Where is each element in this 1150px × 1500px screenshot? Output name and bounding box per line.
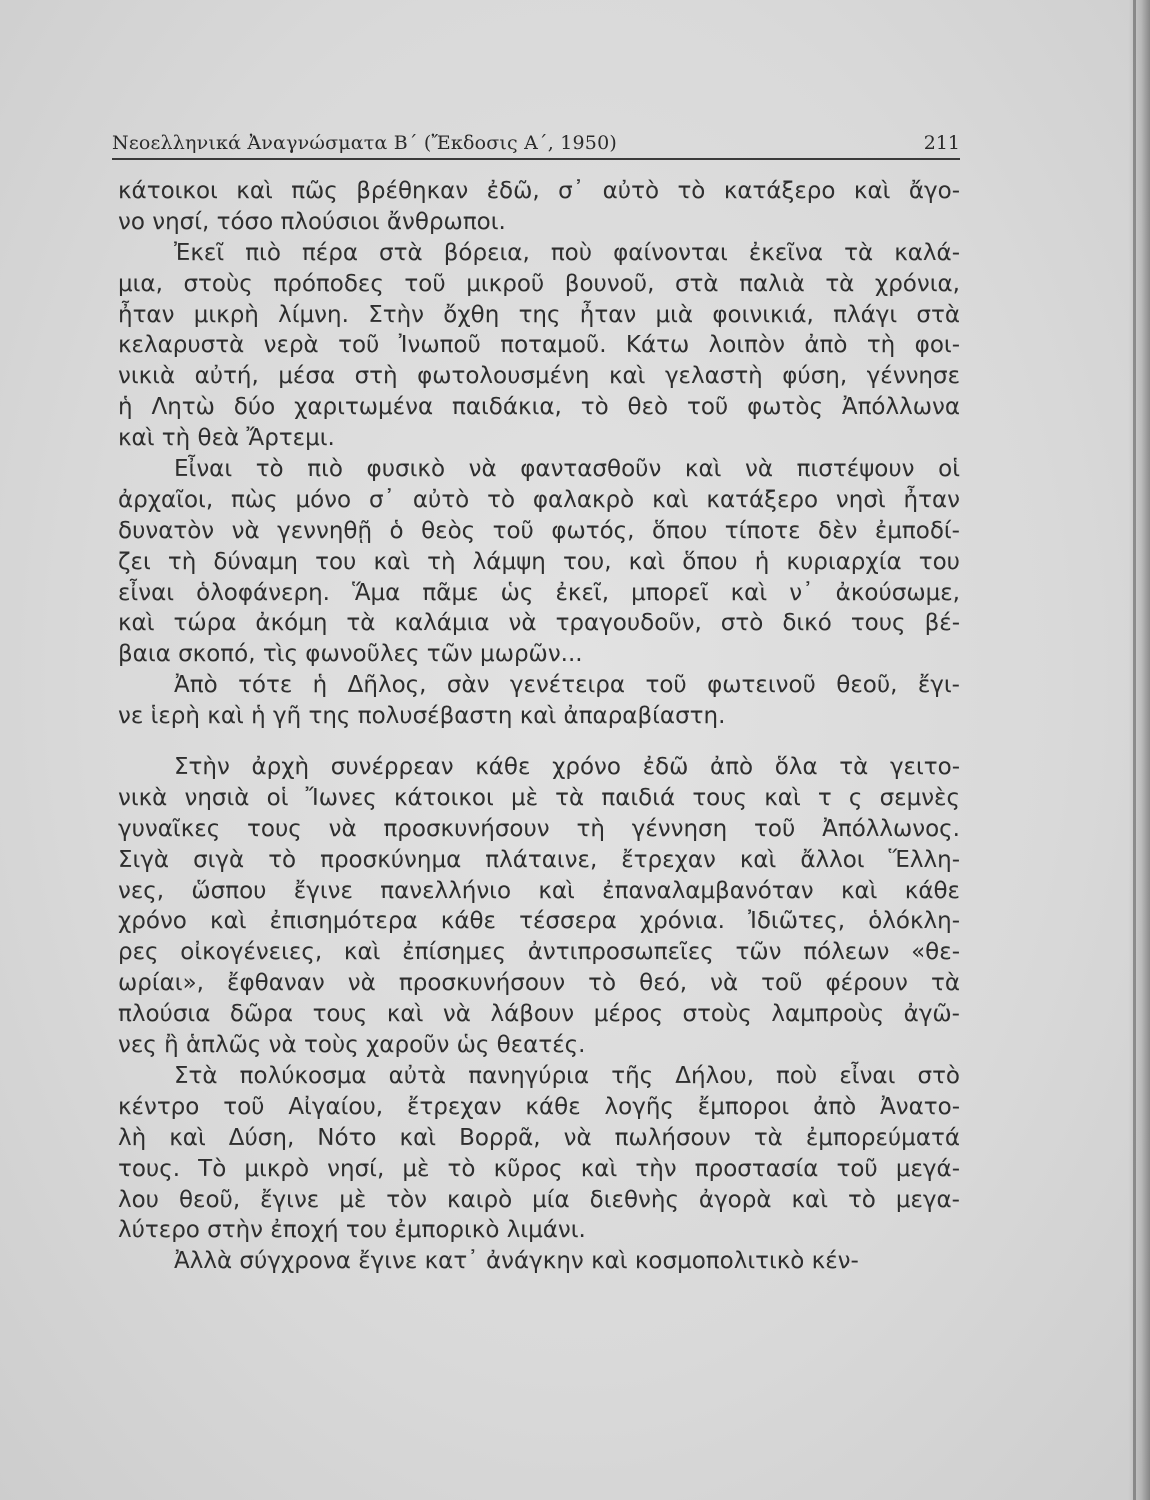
text-line: Ἀλλὰ σύγχρονα ἔγινε κατ᾿ ἀνάγκην καὶ κοσμοπολιτικὸ κέν-: [174, 1248, 859, 1275]
page-number: 211: [923, 132, 960, 154]
text-line: νες ἢ ἁπλῶς νὰ τοὺς χαροῦν ὡς θεατές.: [118, 1032, 586, 1059]
paragraph: [118, 1061, 960, 1246]
text-line: Σιγὰ σιγὰ τὸ προσκύνημα πλάταινε, ἔτρεχαν καὶ ἄλλοι Ἕλλη-: [118, 846, 960, 873]
text-line: γυναῖκες τους νὰ προσκυνήσουν τὴ γέννηση τοῦ Ἀπόλλωνος.: [118, 815, 960, 842]
text-line: Στὴν ἀρχὴ συνέρρεαν κάθε χρόνο ἐδῶ ἀπὸ ὅλα τὰ γειτο-: [174, 754, 960, 781]
text-line: Ἀπὸ τότε ἡ Δῆλος, σὰν γενέτειρα τοῦ φωτεινοῦ θεοῦ, ἔγι-: [174, 672, 960, 699]
text-line: νες, ὥσπου ἔγινε πανελλήνιο καὶ ἐπαναλαμβανόταν καὶ κάθε: [118, 877, 960, 904]
text-line: καὶ τώρα ἀκόμη τὰ καλάμια νὰ τραγουδοῦν, στὸ δικό τους βέ-: [118, 610, 960, 637]
text-line: εἶναι ὁλοφάνερη. Ἅμα πᾶμε ὡς ἐκεῖ, μπορεῖ καὶ ν᾿ ἀκούσωμε,: [118, 579, 960, 606]
running-header: [112, 128, 960, 162]
text-line: ἀρχαῖοι, πὼς μόνο σ᾿ αὐτὸ τὸ φαλακρὸ καὶ κατάξερο νησὶ ἦταν: [118, 486, 960, 513]
text-line: νε ἱερὴ καὶ ἡ γῆ της πολυσέβαστη καὶ ἀπαραβίαστη.: [118, 703, 726, 730]
text-line: λύτερο στὴν ἐποχή του ἐμπορικὸ λιμάνι.: [118, 1217, 586, 1244]
text-line: μια, στοὺς πρόποδες τοῦ μικροῦ βουνοῦ, στὰ παλιὰ τὰ χρόνια,: [118, 270, 960, 297]
text-line: λὴ καὶ Δύση, Νότο καὶ Βορρᾶ, νὰ πωλήσουν τὰ ἐμπορεύματά: [118, 1124, 960, 1151]
text-line: Στὰ πολύκοσμα αὐτὰ πανηγύρια τῆς Δήλου, ποὺ εἶναι στὸ: [174, 1062, 960, 1089]
text-line: Ἐκεῖ πιὸ πέρα στὰ βόρεια, ποὺ φαίνονται ἐκεῖνα τὰ καλά-: [174, 239, 960, 266]
text-line: ἦταν μικρὴ λίμνη. Στὴν ὄχθη της ἦταν μιὰ φοινικιά, πλάγι στὰ: [118, 301, 960, 328]
text-line: κέντρο τοῦ Αἰγαίου, ἔτρεχαν κάθε λογῆς ἔμποροι ἀπὸ Ἀνατο-: [118, 1093, 960, 1120]
text-line: λου θεοῦ, ἔγινε μὲ τὸν καιρὸ μία διεθνὴς ἀγορὰ καὶ τὸ μεγα-: [118, 1186, 960, 1213]
text-line: κελαρυστὰ νερὰ τοῦ Ἰνωποῦ ποταμοῦ. Κάτω λοιπὸν ἀπὸ τὴ φοι-: [118, 332, 960, 359]
paragraph: [118, 176, 960, 238]
paragraph: [118, 752, 960, 1061]
paragraph: [118, 454, 960, 670]
binding-edge: [1133, 0, 1136, 1500]
text-line: νικιὰ αὐτή, μέσα στὴ φωτολουσμένη καὶ γελαστὴ φύση, γέννησε: [118, 363, 960, 390]
running-header-title: Νεοελληνικά Ἀναγνώσματα Β΄ (Ἔκδοσις Α΄, 1950): [112, 132, 617, 154]
text-line: Εἶναι τὸ πιὸ φυσικὸ νὰ φαντασθοῦν καὶ νὰ πιστέψουν οἱ: [174, 456, 960, 483]
text-line: πλούσια δῶρα τους καὶ νὰ λάβουν μέρος στοὺς λαμπροὺς ἀγῶ-: [118, 1001, 960, 1028]
text-line: νο νησί, τόσο πλούσιοι ἄνθρωποι.: [118, 208, 506, 235]
header-rule: [112, 158, 960, 160]
text-line: ζει τὴ δύναμη του καὶ τὴ λάμψη του, καὶ ὅπου ἡ κυριαρχία του: [118, 548, 960, 575]
paragraph: [118, 1246, 960, 1277]
paragraph-gap: [118, 732, 960, 752]
paragraph: [118, 670, 960, 732]
text-line: ωρίαι», ἔφθαναν νὰ προσκυνήσουν τὸ θεό, νὰ τοῦ φέρουν τὰ: [118, 970, 960, 997]
text-line: νικὰ νησιὰ οἱ Ἴωνες κάτοικοι μὲ τὰ παιδιά τους καὶ τ ς σεμνὲς: [118, 784, 960, 811]
text-line: ἡ Λητὼ δύο χαριτωμένα παιδάκια, τὸ θεὸ τοῦ φωτὸς Ἀπόλλωνα: [118, 394, 960, 421]
text-line: χρόνο καὶ ἐπισημότερα κάθε τέσσερα χρόνια. Ἰδιῶτες, ὁλόκλη-: [118, 908, 960, 935]
text-line: βαια σκοπό, τὶς φωνοῦλες τῶν μωρῶν...: [118, 641, 583, 668]
text-line: τους. Τὸ μικρὸ νησί, μὲ τὸ κῦρος καὶ τὴν προστασία τοῦ μεγά-: [118, 1155, 960, 1182]
text-line: δυνατὸν νὰ γεννηθῇ ὁ θεὸς τοῦ φωτός, ὅπου τίποτε δὲν ἐμποδί-: [118, 517, 960, 544]
body-text: [118, 176, 960, 1277]
text-line: ρες οἰκογένειες, καὶ ἐπίσημες ἀντιπροσωπεῖες τῶν πόλεων «θε-: [118, 939, 960, 966]
text-line: καὶ τὴ θεὰ Ἄρτεμι.: [118, 425, 335, 452]
text-line: κάτοικοι καὶ πῶς βρέθηκαν ἐδῶ, σ᾿ αὐτὸ τὸ κατάξερο καὶ ἄγο-: [118, 178, 960, 204]
binding-shadow: [1128, 0, 1150, 1500]
paragraph: [118, 238, 960, 454]
